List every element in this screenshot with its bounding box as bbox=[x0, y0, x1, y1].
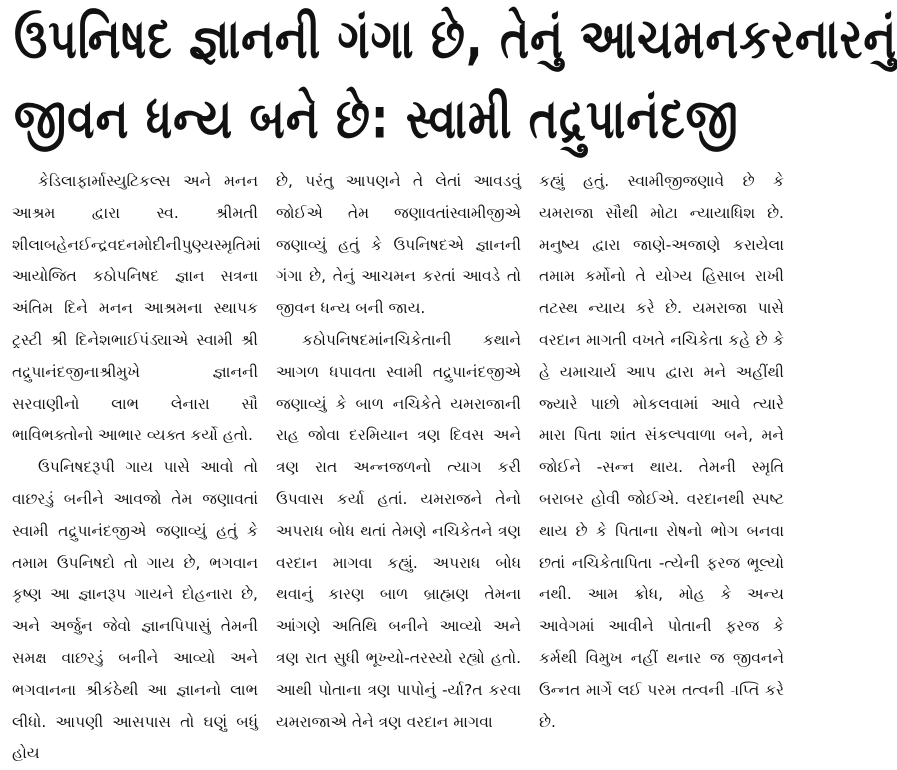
headline bbox=[0, 0, 897, 160]
headline-line-2: જીવન ધન્ય બને છે: સ્વામી તદ્રુપાનંદજી bbox=[14, 87, 739, 152]
paragraph: કઠોપનિષદમાંનચિકેતાની કથાને આગળ ધપાવતા સ્વામી તદ્રુપાનંદજીએ જણાવ્યું કે બાળ નચિકેતે યમરાજાની રાહ જોવા દરમિયાન ત્રણ દિવસ અને ત્રણ રાત અન્નજળનો ત્યાગ કરી ઉપવાસ કર્યા હતાં. યમરાજને તેનો અપરાધ બોધ થતાં તેમણે નચિકેતને ત્રણ વરદાન માગવા કહ્યું. અપરાધ બોધ થવાનું કારણ બાળ બ્રાહ્મણ તેમના આંગણે અતિથિ બનીને આવ્યો અને ત્રણ રાત સુધી ભૂખ્યો-તરસ્યો રહ્યો હતો. આથી પોતાના ત્રણ પાપોનું -ર્યા?ત કરવા યમરાજાએ તેને ત્રણ વરદાન માગવા bbox=[276, 330, 521, 731]
headline-line-1: ઉપનિષદ જ્ઞાનની ગંગા છે, તેનું આચમનકરનારનું bbox=[14, 7, 897, 72]
column-3 bbox=[539, 166, 784, 738]
paragraph: કેડિલાફાર્માસ્યુટિકલ્સ અને મનન આશ્રમ દ્વારા સ્વ. શ્રીમતી શીલાબહેનઈન્દ્રવદનમોદીનીપુણ્યસ્મૃતિમાં આયોજિત કઠોપનિષદ જ્ઞાન સત્રના અંતિમ દિને મનન આશ્રમના સ્થાપક ટ્રસ્ટી શ્રી દિનેશભાઈપંડ્યાએ સ્વામી શ્રી તદ્રુપાનંદજીનાશ્રીમુખે જ્ઞાનની સરવાણીનો લાભ લેનારા સૌ ભાવિભક્તોનો આભાર વ્યક્ત કર્યો હતો. bbox=[12, 172, 261, 445]
article-body bbox=[12, 166, 784, 763]
column-1 bbox=[12, 166, 261, 763]
paragraph: ઉપનિષદરૂપી ગાય પાસે આવો તો વાછરડું બનીને આવજો તેમ જણાવતાં સ્વામી તદ્રુપાનંદજીએ જણાવ્યું હતું કે તમામ ઉપનિષદો તો ગાય છે, ભગવાન કૃષ્ણ આ જ્ઞાનરૂપ ગાયને દોહનારા છે, અને અર્જુન જેવો જ્ઞાનપિપાસું તેમની સમક્ષ વાછરડું બનીને આવ્યો અને ભગવાનના શ્રીકંઠેથી આ જ્ઞાનનો લાભ લીધો. આપણી આસપાસ તો ઘણું બધું હોય bbox=[12, 458, 258, 763]
paragraph: છે, પરંતુ આપણને તે લેતાં આવડવું જોઈએ તેમ જણાવતાંસ્વામીજીએ જણાવ્યું હતું કે ઉપનિષદએ જ્ઞાનની ગંગા છે, તેનું આચમન કરતાં આવડે તો જીવન ધન્ય બની જાય. bbox=[276, 172, 521, 318]
paragraph: કહ્યું હતું. સ્વામીજીજણાવે છે કે યમરાજા સૌથી મોટા ન્યાયાધિશ છે. મનુષ્ય દ્વારા જાણે-અજાણે કરાયેલા તમામ કર્મોનો તે યોગ્ય હિસાબ રાખી તટસ્થ ન્યાય કરે છે. યમરાજા પાસે વરદાન માગતી વખતે નચિકેતા કહે છે કે હે યમાચાર્ય આપ દ્વારા મને અહીંથી જ્યારે પાછો મોકલવામાં આવે ત્યારે મારા પિતા શાંત સંકલ્પવાળા બને, મને જોઈને -સન્ન થાય. તેમની સ્મૃતિ બરાબર હોવી જોઈએ. વરદાનથી સ્પષ્ટ થાય છે કે પિતાના રોષનો ભોગ બનવા છતાં નચિકેતાપિતા -ત્યેની ફરજ ભૂલ્યો નથી. આમ ક્રોધ, મોહ કે અન્ય આવેગમાં આવીને પોતાની ફરજ કે કર્મથી વિમુખ નહીં થનાર જ જીવનને ઉન્નત માર્ગે લઈ પરમ તત્વની -ાપ્તિ કરે છે. bbox=[539, 172, 784, 731]
column-2 bbox=[276, 166, 521, 738]
